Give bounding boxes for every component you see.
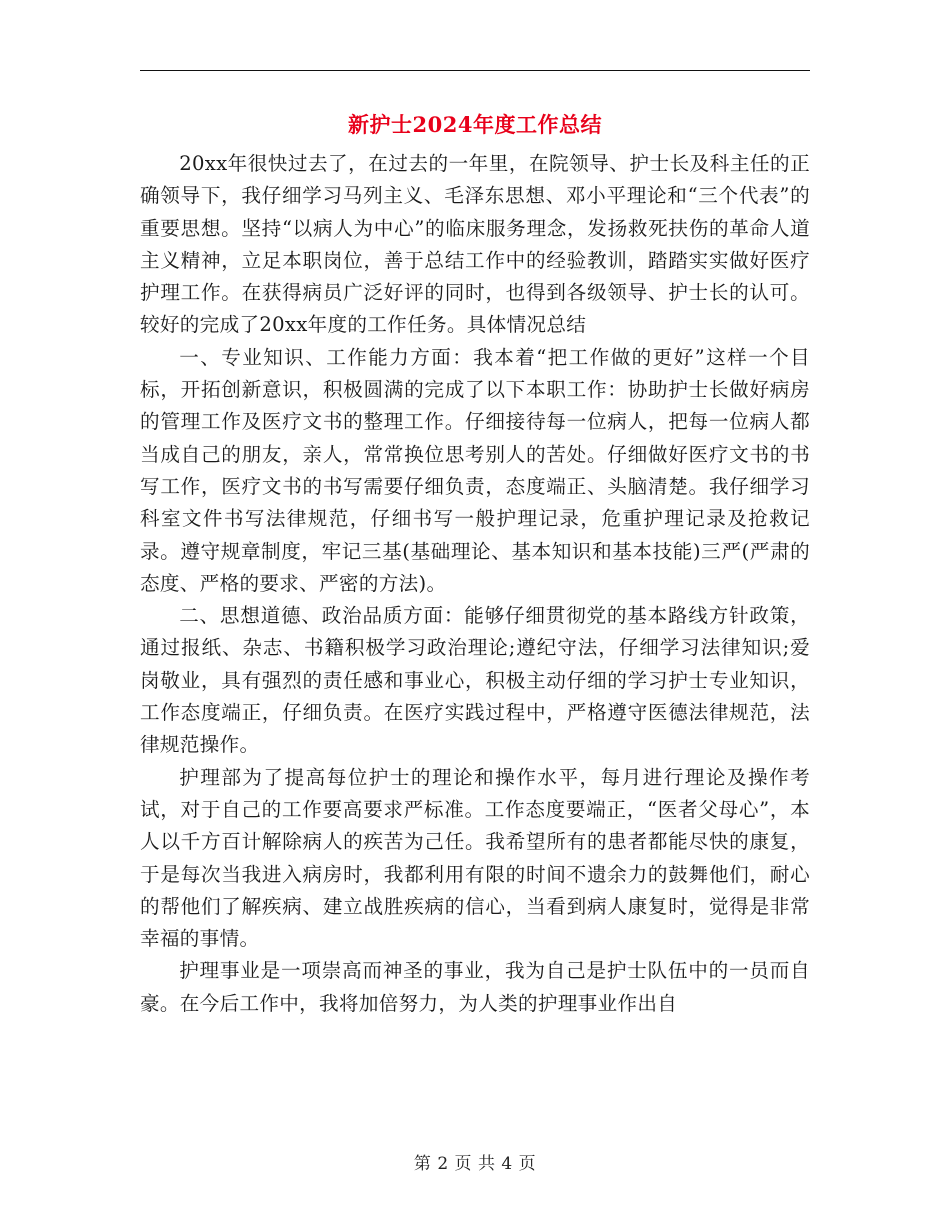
paragraph-nursing-department: 护理部为了提高每位护士的理论和操作水平，每月进行理论及操作考试，对于自己的工作要高要求严标准。工作态度要端正，“医者父母心”，本人以千方百计解除病人的疾苦为己任。我希望所有的患者都能尽快的康复，于是每次当我进入病房时，我都利用有限的时间不遗余力的鼓舞他们，耐心的帮他们了解疾病、建立战胜疾病的信心，当看到病人康复时，觉得是非常幸福的事情。 [140,765,810,951]
paragraph-nursing-career: 护理事业是一项崇高而神圣的事业，我为自己是护士队伍中的一员而自豪。在今后工作中，我将加倍努力，为人类的护理事业作出自 [140,959,810,1015]
header-rule [140,70,810,71]
document-title: 新护士2024年度工作总结 [348,112,602,137]
paragraph-intro: 20xx年很快过去了，在过去的一年里，在院领导、护士长及科主任的正确领导下，我仔细学习马列主义、毛泽东思想、邓小平理论和“三个代表”的重要思想。坚持“以病人为中心”的临床服务理念，发扬救死扶伤的革命人道主义精神，立足本职岗位，善于总结工作中的经验教训，踏踏实实做好医疗护理工作。在获得病员广泛好评的同时，也得到各级领导、护士长的认可。较好的完成了20xx年度的工作任务。具体情况总结 [140,152,810,337]
paragraph-moral-political: 二、思想道德、政治品质方面：能够仔细贯彻党的基本路线方针政策，通过报纸、杂志、书籍积极学习政治理论;遵纪守法，仔细学习法律知识;爱岗敬业，具有强烈的责任感和事业心，积极主动仔细的学习护士专业知识，工作态度端正，仔细负责。在医疗实践过程中，严格遵守医德法律规范，法律规范操作。 [140,604,810,757]
document-body [140,148,810,1020]
paragraph-professional-skills: 一、专业知识、工作能力方面：我本着“把工作做的更好”这样一个目标，开拓创新意识，积极圆满的完成了以下本职工作：协助护士长做好病房的管理工作及医疗文书的整理工作。仔细接待每一位病人，把每一位病人都当成自己的朋友，亲人，常常换位思考别人的苦处。仔细做好医疗文书的书写工作，医疗文书的书写需要仔细负责，态度端正、头脑清楚。我仔细学习科室文件书写法律规范，仔细书写一般护理记录，危重护理记录及抢救记录。遵守规章制度，牢记三基(基础理论、基本知识和基本技能)三严(严肃的态度、严格的要求、严密的方法)。 [140,345,810,595]
page-number-footer: 第 2 页 共 4 页 [413,1154,537,1174]
